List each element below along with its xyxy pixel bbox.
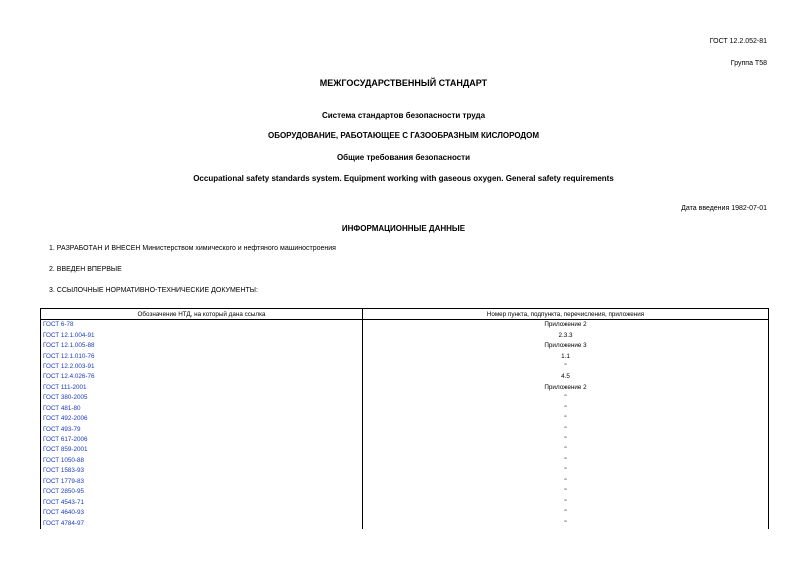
- document-link[interactable]: ГОСТ 4640-93: [41, 508, 363, 518]
- clause-reference: ": [363, 477, 769, 487]
- table-row: [41, 424, 769, 434]
- document-link[interactable]: ГОСТ 111-2001: [41, 383, 363, 393]
- clause-reference: ": [363, 497, 769, 507]
- table-row: [41, 435, 769, 445]
- english-title: Occupational safety standards system. Equipment working with gaseous oxygen. General safety requirements: [193, 174, 614, 183]
- table-header-row: [41, 309, 769, 320]
- document-link[interactable]: ГОСТ 4784-97: [41, 518, 363, 528]
- document-link[interactable]: ГОСТ 12.1.004-91: [41, 330, 363, 340]
- table-row: [41, 341, 769, 351]
- clause-reference: 2.3.3: [363, 330, 769, 340]
- document-link[interactable]: ГОСТ 12.1.010-76: [41, 351, 363, 361]
- clause-reference: Приложение 2: [363, 383, 769, 393]
- doc-code: ГОСТ 12.2.052-81: [709, 38, 767, 45]
- clause-reference: ": [363, 487, 769, 497]
- document-link[interactable]: ГОСТ 1050-88: [41, 456, 363, 466]
- clause-reference: Приложение 2: [363, 320, 769, 331]
- document-link[interactable]: ГОСТ 481-80: [41, 404, 363, 414]
- document-link[interactable]: ГОСТ 493-79: [41, 424, 363, 434]
- column-header-document: Обозначение НТД, на который дана ссылка: [41, 309, 363, 320]
- clause-reference: ": [363, 362, 769, 372]
- clause-reference: ": [363, 518, 769, 528]
- clause-reference: Приложение 3: [363, 341, 769, 351]
- intro-date: Дата введения 1982-07-01: [681, 205, 767, 212]
- clause-reference: ": [363, 414, 769, 424]
- clause-reference: ": [363, 466, 769, 476]
- document-link[interactable]: ГОСТ 859-2001: [41, 445, 363, 455]
- document-link[interactable]: ГОСТ 617-2006: [41, 435, 363, 445]
- clause-reference: ": [363, 404, 769, 414]
- table-row: [41, 445, 769, 455]
- clause-reference: ": [363, 424, 769, 434]
- document-link[interactable]: ГОСТ 492-2006: [41, 414, 363, 424]
- sub-title: Общие требования безопасности: [336, 153, 471, 162]
- column-header-clause: Номер пункта, подпункта, перечисления, приложения: [363, 309, 769, 320]
- document-link[interactable]: ГОСТ 12.2.003-91: [41, 362, 363, 372]
- table-row: [41, 414, 769, 424]
- clause-reference: ": [363, 456, 769, 466]
- table-row: [41, 477, 769, 487]
- table-row: [41, 351, 769, 361]
- clause-reference: ": [363, 508, 769, 518]
- table-row: [41, 320, 769, 331]
- document-link[interactable]: ГОСТ 4543-71: [41, 497, 363, 507]
- clause-reference: 1.1: [363, 351, 769, 361]
- table-row: [41, 487, 769, 497]
- table-row: [41, 497, 769, 507]
- info-item-1: 1. РАЗРАБОТАН И ВНЕСЕН Министерством химического и нефтяного машиностроения: [49, 245, 336, 252]
- document-link[interactable]: ГОСТ 380-2005: [41, 393, 363, 403]
- document-link[interactable]: ГОСТ 2850-95: [41, 487, 363, 497]
- table-row: [41, 330, 769, 340]
- document-link[interactable]: ГОСТ 12.4.026-76: [41, 372, 363, 382]
- table-body: [41, 320, 769, 529]
- references-table: [40, 308, 769, 529]
- info-heading: ИНФОРМАЦИОННЫЕ ДАННЫЕ: [341, 224, 466, 233]
- table-row: [41, 372, 769, 382]
- document-link[interactable]: ГОСТ 12.1.005-88: [41, 341, 363, 351]
- clause-reference: ": [363, 435, 769, 445]
- table-row: [41, 456, 769, 466]
- main-title: ОБОРУДОВАНИЕ, РАБОТАЮЩЕЕ С ГАЗООБРАЗНЫМ КИСЛОРОДОМ: [267, 131, 540, 140]
- table-row: [41, 404, 769, 414]
- table-row: [41, 362, 769, 372]
- interstate-title: МЕЖГОСУДАРСТВЕННЫЙ СТАНДАРТ: [319, 78, 488, 88]
- table-row: [41, 393, 769, 403]
- clause-reference: 4.5: [363, 372, 769, 382]
- clause-reference: ": [363, 393, 769, 403]
- system-title: Система стандартов безопасности труда: [321, 111, 486, 120]
- table-row: [41, 518, 769, 528]
- table-row: [41, 383, 769, 393]
- table-row: [41, 508, 769, 518]
- document-link[interactable]: ГОСТ 6-78: [41, 320, 363, 331]
- info-item-2: 2. ВВЕДЕН ВПЕРВЫЕ: [49, 266, 122, 273]
- document-link[interactable]: ГОСТ 1583-93: [41, 466, 363, 476]
- clause-reference: ": [363, 445, 769, 455]
- document-link[interactable]: ГОСТ 1779-83: [41, 477, 363, 487]
- info-item-3: 3. ССЫЛОЧНЫЕ НОРМАТИВНО-ТЕХНИЧЕСКИЕ ДОКУМЕНТЫ:: [49, 287, 258, 294]
- group-code: Группа Т58: [730, 60, 767, 67]
- table-row: [41, 466, 769, 476]
